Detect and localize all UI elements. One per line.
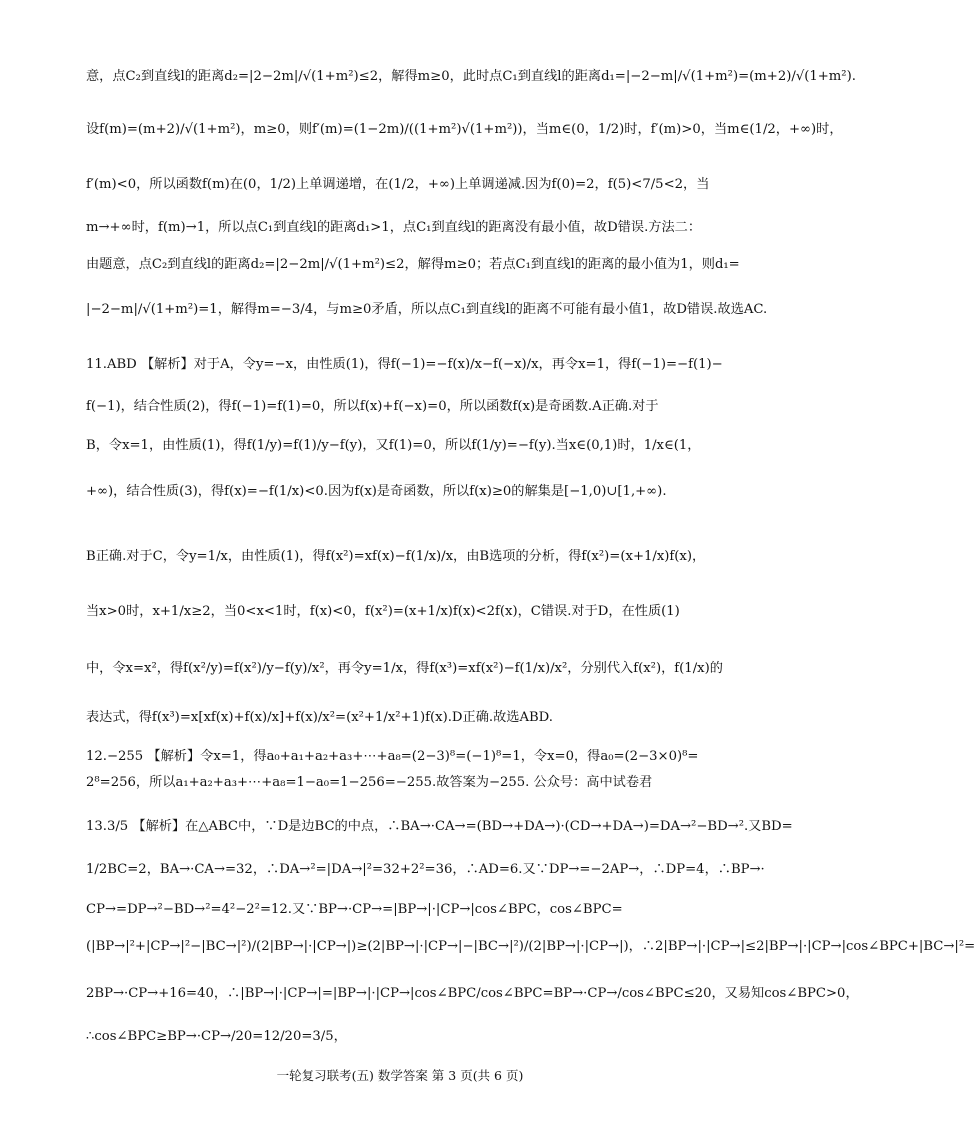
text-line: (|BP→|²+|CP→|²−|BC→|²)/(2|BP→|·|CP→|)≥(2|BP→|·|CP→|−|BC→|²)/(2|BP→|·|CP→|)，∴2|BP→|·|CP→|≤2|BP→|·|CP→|cos∠BPC+|BC→|²= — [86, 939, 975, 954]
text-line: 表达式，得f(x³)=x[xf(x)+f(x)/x]+f(x)/x²=(x²+1/x²+1)f(x).D正确.故选ABD. — [86, 710, 553, 725]
text-line: f′(m)<0，所以函数f(m)在(0，1/2)上单调递增，在(1/2，+∞)上单调递减.因为f(0)=2，f(5)<7/5<2，当 — [86, 177, 710, 192]
text-line: 由题意，点C₂到直线l的距离d₂=|2−2m|/√(1+m²)≤2，解得m≥0；若点C₁到直线l的距离的最小值为1，则d₁= — [86, 257, 740, 272]
text-line: 设f(m)=(m+2)/√(1+m²)，m≥0，则f′(m)=(1−2m)/((1+m²)√(1+m²))，当m∈(0，1/2)时，f′(m)>0，当m∈(1/2，+∞)时， — [86, 122, 843, 137]
problem-13-line: 13.3/5 【解析】在△ABC中，∵D是边BC的中点，∴BA→·CA→=(BD→+DA→)·(CD→+DA→)=DA→²−BD→².又BD= — [86, 819, 793, 834]
text-line: ∴cos∠BPC≥BP→·CP→/20=12/20=3/5， — [86, 1029, 347, 1044]
text-line: B正确.对于C，令y=1/x，由性质(1)，得f(x²)=xf(x)−f(1/x)/x，由B选项的分析，得f(x²)=(x+1/x)f(x)， — [86, 549, 706, 564]
problem-11-line: 11.ABD 【解析】对于A，令y=−x，由性质(1)，得f(−1)=−f(x)/x−f(−x)/x，再令x=1，得f(−1)=−f(1)− — [86, 357, 723, 372]
text-line: f(−1)，结合性质(2)，得f(−1)=f(1)=0，所以f(x)+f(−x)=0，所以函数f(x)是奇函数.A正确.对于 — [86, 399, 659, 414]
text-line: 2⁸=256，所以a₁+a₂+a₃+⋯+a₈=1−a₀=1−256=−255.故答案为−255. 公众号：高中试卷君 — [86, 775, 653, 790]
text-line: 中，令x=x²，得f(x²/y)=f(x²)/y−f(y)/x²，再令y=1/x，得f(x³)=xf(x²)−f(1/x)/x²，分别代入f(x²)，f(1/x)的 — [86, 661, 723, 676]
text-line: 意，点C₂到直线l的距离d₂=|2−2m|/√(1+m²)≤2，解得m≥0，此时点C₁到直线l的距离d₁=|−2−m|/√(1+m²)=(m+2)/√(1+m²). — [86, 69, 856, 84]
text-line: 1/2BC=2，BA→·CA→=32，∴DA→²=|DA→|²=32+2²=36，∴AD=6.又∵DP→=−2AP→，∴DP=4，∴BP→· — [86, 862, 765, 877]
text-line: +∞)，结合性质(3)，得f(x)=−f(1/x)<0.因为f(x)是奇函数，所以f(x)≥0的解集是[−1,0)∪[1,+∞). — [86, 484, 667, 499]
text-line: CP→=DP→²−BD→²=4²−2²=12.又∵BP→·CP→=|BP→|·|CP→|cos∠BPC，cos∠BPC= — [86, 902, 623, 917]
page-footer: 一轮复习联考(五) 数学答案 第 3 页(共 6 页) — [276, 1068, 524, 1083]
text-line: 当x>0时，x+1/x≥2，当0<x<1时，f(x)<0，f(x²)=(x+1/x)f(x)<2f(x)，C错误.对于D，在性质(1) — [86, 604, 680, 619]
text-line: 2BP→·CP→+16=40，∴|BP→|·|CP→|=|BP→|·|CP→|cos∠BPC/cos∠BPC=BP→·CP→/cos∠BPC≤20，又易知cos∠BPC>0， — [86, 986, 859, 1001]
text-line: |−2−m|/√(1+m²)=1，解得m=−3/4，与m≥0矛盾，所以点C₁到直线l的距离不可能有最小值1，故D错误.故选AC. — [86, 302, 768, 317]
problem-12-line: 12.−255 【解析】令x=1，得a₀+a₁+a₂+a₃+⋯+a₈=(2−3)⁸=(−1)⁸=1，令x=0，得a₀=(2−3×0)⁸= — [86, 749, 699, 764]
text-line: m→+∞时，f(m)→1，所以点C₁到直线l的距离d₁>1，点C₁到直线l的距离没有最小值，故D错误.方法二： — [86, 220, 702, 235]
text-line: B，令x=1，由性质(1)，得f(1/y)=f(1)/y−f(y)，又f(1)=0，所以f(1/y)=−f(y).当x∈(0,1)时，1/x∈(1， — [86, 438, 701, 453]
